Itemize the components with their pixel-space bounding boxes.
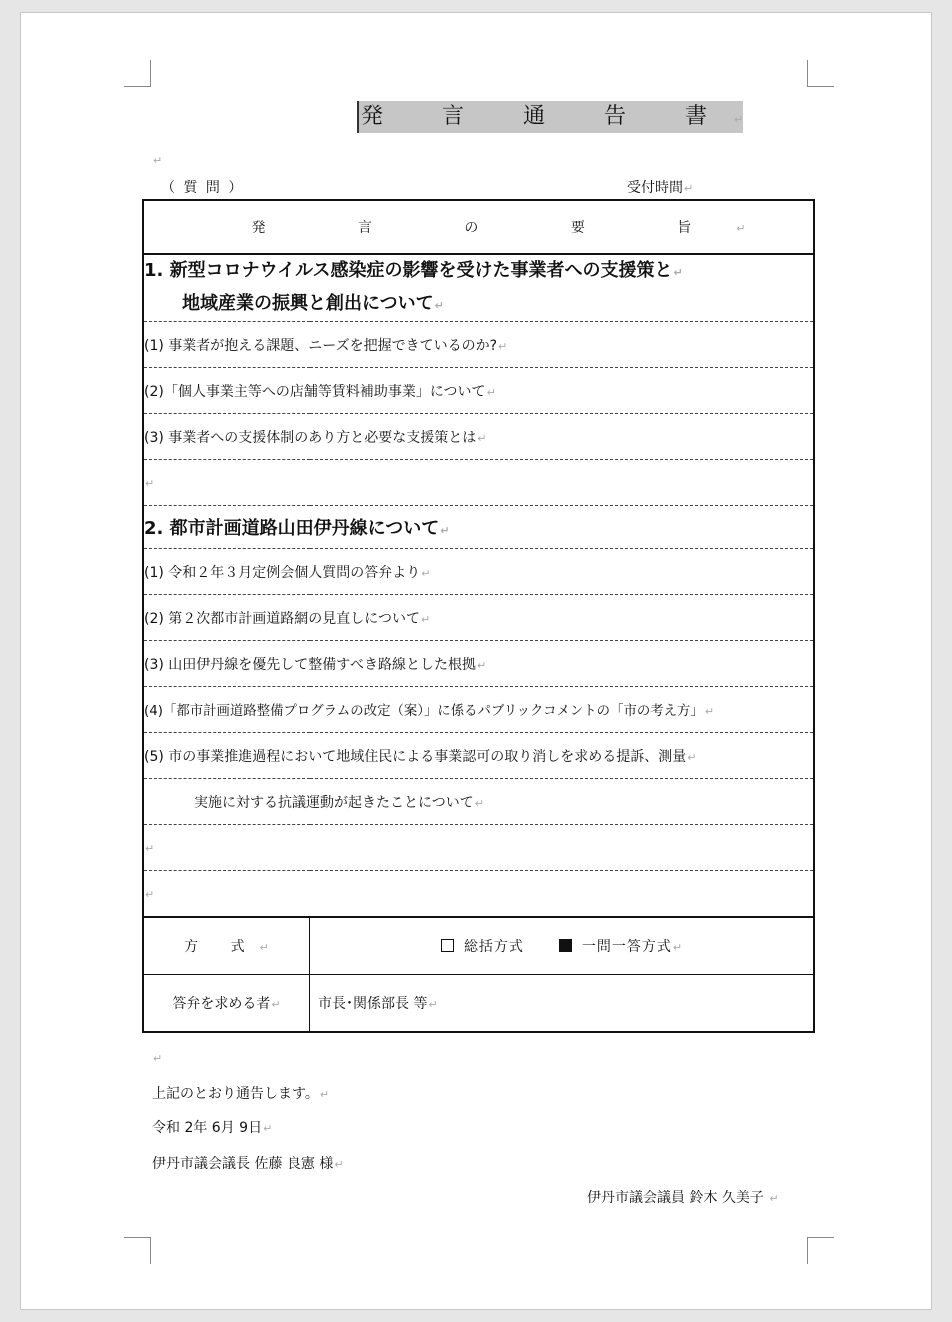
paragraph-mark: ↵ bbox=[684, 182, 694, 195]
addressee-line bbox=[152, 1153, 344, 1173]
notice-table bbox=[142, 199, 815, 1033]
method-label-cell bbox=[143, 917, 310, 975]
date-line bbox=[152, 1117, 272, 1137]
crop-mark-top-left bbox=[124, 60, 151, 87]
paragraph-mark: ↵ bbox=[145, 841, 155, 855]
notice-text bbox=[152, 1083, 329, 1103]
item-text: (3) 山田伊丹線を優先して整備すべき路線とした根拠 bbox=[144, 656, 476, 673]
paragraph-mark: ↵ bbox=[477, 658, 487, 672]
item-text: (3) 事業者への支援体制のあり方と必要な支援策とは bbox=[144, 429, 477, 446]
paragraph-mark: ↵ bbox=[498, 339, 508, 353]
paragraph-mark: ↵ bbox=[687, 750, 697, 764]
paragraph-mark: ↵ bbox=[145, 476, 155, 490]
topic-2-item-3[interactable] bbox=[143, 641, 814, 687]
paragraph-mark: ↵ bbox=[477, 431, 487, 445]
blank-line[interactable] bbox=[143, 825, 814, 871]
paragraph-mark: ↵ bbox=[334, 1158, 344, 1171]
item-text: (2) 第２次都市計画道路網の見直しについて bbox=[144, 610, 421, 627]
topic-2-item-4[interactable] bbox=[143, 687, 814, 733]
item-text: 実施に対する抗議運動が起きたことについて bbox=[194, 794, 474, 811]
topic-1-line-2: 地域産業の振興と創出について bbox=[182, 293, 434, 314]
item-text: (2)「個人事業主等への店舗等賃料補助事業」について bbox=[144, 383, 486, 400]
item-text: (5) 市の事業推進過程において地域住民による事業認可の取り消しを求める提訴、測量 bbox=[144, 748, 687, 765]
paragraph-mark: ↵ bbox=[769, 1192, 779, 1205]
document-title[interactable] bbox=[357, 101, 743, 133]
paragraph-mark: ↵ bbox=[673, 266, 683, 279]
crop-mark-bottom-left bbox=[124, 1237, 151, 1264]
paragraph-mark: ↵ bbox=[428, 998, 438, 1011]
paragraph-mark: ↵ bbox=[704, 705, 715, 718]
topic-1-item-2[interactable] bbox=[143, 368, 814, 414]
paragraph-mark: ↵ bbox=[736, 222, 746, 235]
answerer-label-cell bbox=[143, 975, 310, 1033]
answerer-value-cell[interactable] bbox=[310, 975, 815, 1033]
topic-2-item-2[interactable] bbox=[143, 595, 814, 641]
paragraph-mark: ↵ bbox=[474, 796, 484, 810]
topic-1-line-1: 1. 新型コロナウイルス感染症の影響を受けた事業者への支援策と bbox=[144, 260, 673, 281]
paragraph-mark: ↵ bbox=[733, 113, 744, 126]
paragraph-mark: ↵ bbox=[259, 941, 269, 954]
paragraph-mark: ↵ bbox=[486, 385, 496, 399]
addressee-text: 伊丹市議会議長 佐藤 良憲 様 bbox=[152, 1156, 334, 1172]
checkbox-one-by-one-method[interactable] bbox=[559, 939, 572, 952]
method-value-cell bbox=[310, 917, 815, 975]
blank-line[interactable] bbox=[143, 871, 814, 918]
paragraph-mark: ↵ bbox=[263, 1122, 273, 1135]
reception-time-text: 受付時間 bbox=[627, 180, 683, 196]
topic-2-cell[interactable] bbox=[143, 506, 814, 549]
paragraph-mark: ↵ bbox=[271, 998, 281, 1011]
sender-text: 伊丹市議会議員 鈴木 久美子 bbox=[587, 1190, 764, 1206]
paragraph-mark: ↵ bbox=[421, 566, 431, 580]
topic-2-item-5[interactable] bbox=[143, 733, 814, 779]
topic-1-item-1[interactable] bbox=[143, 322, 814, 368]
crop-mark-top-right bbox=[807, 60, 834, 87]
paragraph-mark: ↵ bbox=[440, 524, 450, 537]
answerer-label: 答弁を求める者 bbox=[172, 996, 271, 1012]
item-text: (4)「都市計画道路整備プログラムの改定（案）」に係るパブリックコメントの「市の考え方」 bbox=[144, 704, 704, 719]
crop-mark-bottom-right bbox=[807, 1237, 834, 1264]
topic-2-item-5-continued[interactable] bbox=[143, 779, 814, 825]
title-text: 発 言 通 告 書 bbox=[361, 104, 733, 129]
topic-1-item-3[interactable] bbox=[143, 414, 814, 460]
method-option-general: 総括方式 bbox=[463, 939, 524, 955]
method-option-one-by-one: 一問一答方式 bbox=[581, 939, 672, 955]
topic-1-cell[interactable] bbox=[143, 254, 814, 322]
reception-time-label bbox=[627, 177, 693, 197]
paragraph-mark: ↵ bbox=[145, 887, 155, 901]
paragraph-mark: ↵ bbox=[434, 299, 444, 312]
summary-header: 発 言 の 要 旨 bbox=[251, 220, 736, 236]
item-text: (1) 事業者が抱える課題、ニーズを把握できているのか? bbox=[144, 337, 498, 354]
topic-2-item-1[interactable] bbox=[143, 549, 814, 595]
sender-line bbox=[587, 1187, 779, 1207]
item-text: (1) 令和２年３月定例会個人質問の答弁より bbox=[144, 564, 421, 581]
date-text: 令和 2年 6月 9日 bbox=[152, 1120, 263, 1136]
notice-text-content: 上記のとおり通告します。 bbox=[152, 1086, 319, 1102]
document-page bbox=[20, 12, 932, 1310]
question-label: （ 質 問 ） bbox=[161, 180, 245, 196]
method-label: 方 式 bbox=[184, 939, 259, 955]
topic-2-line-1: 2. 都市計画道路山田伊丹線について bbox=[144, 518, 440, 539]
paragraph-mark: ↵ bbox=[672, 941, 683, 954]
answerer-value: 市長･関係部長 等 bbox=[318, 996, 428, 1012]
checkbox-general-method[interactable] bbox=[441, 939, 454, 952]
paragraph-mark: ↵ bbox=[421, 612, 431, 626]
paragraph-mark: ↵ bbox=[319, 1088, 330, 1101]
blank-line[interactable] bbox=[143, 460, 814, 506]
paragraph-mark: ↵ bbox=[153, 1052, 163, 1065]
paragraph-mark: ↵ bbox=[153, 154, 163, 167]
summary-header-cell bbox=[143, 200, 814, 254]
